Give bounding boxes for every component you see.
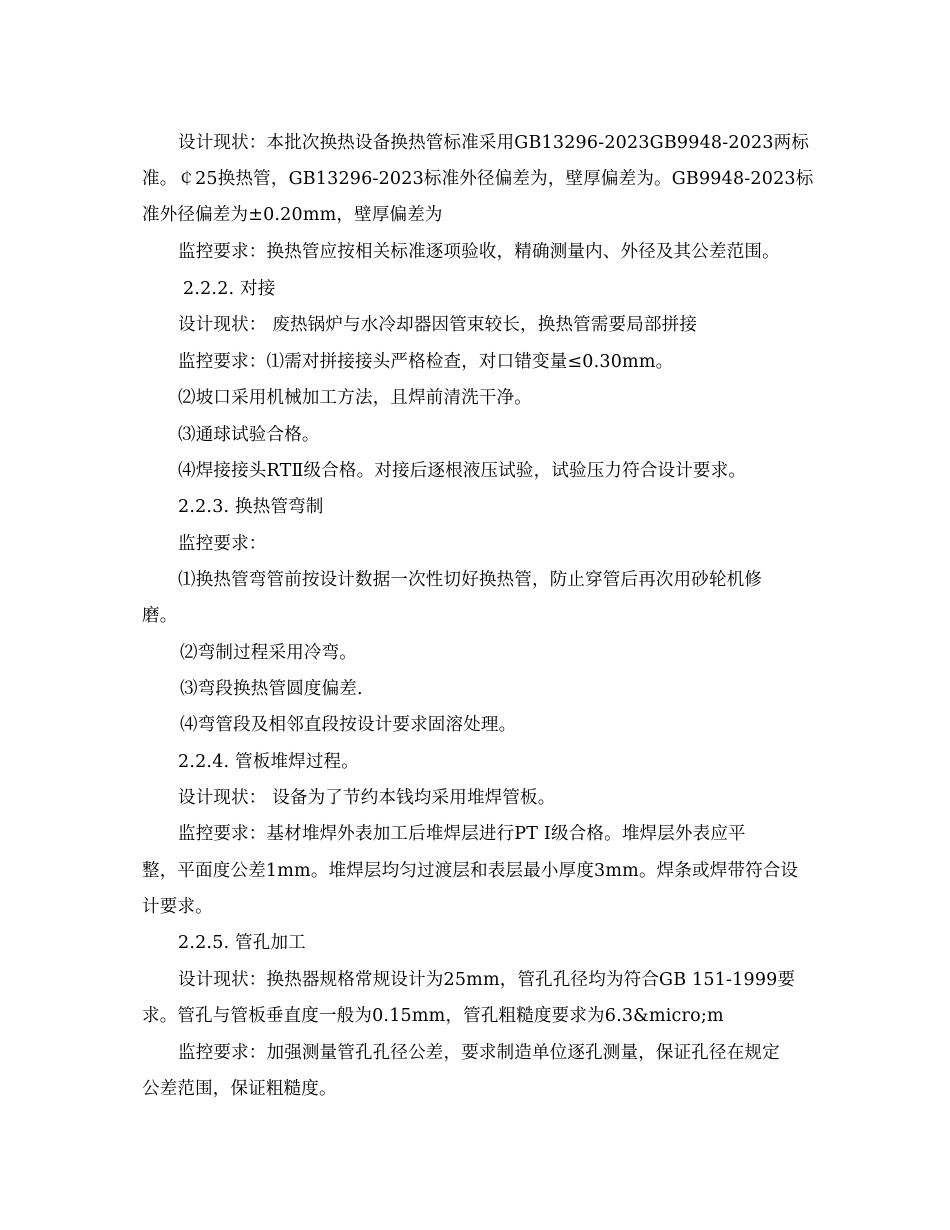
list-item: ⑵坡口采用机械加工方法，且焊前清洗干净。: [178, 388, 532, 408]
paragraph-line: 监控要求：: [178, 534, 267, 554]
list-item: ⑵弯制过程采用冷弯。: [180, 643, 357, 663]
paragraph-line: 准。￠25换热管，GB13296-2023标准外径偏差为，壁厚偏差为。GB9948-2023标: [142, 169, 814, 189]
paragraph-line: 设计现状： 设备为了节约本钱均采用堆焊管板。: [178, 788, 556, 808]
section-heading: 2.2.4. 管板堆焊过程。: [178, 752, 359, 772]
paragraph-line: 整，平面度公差1mm。堆焊层均匀过渡层和表层最小厚度3mm。焊条或焊带符合设: [142, 861, 799, 881]
paragraph-line: 磨。: [142, 606, 178, 626]
section-heading: 2.2.2. 对接: [183, 279, 276, 299]
paragraph-line: 监控要求：换热管应按相关标准逐项验收，精确测量内、外径及其公差范围。: [178, 242, 780, 262]
paragraph-line: 准外径偏差为±0.20mm，壁厚偏差为: [142, 205, 443, 225]
paragraph-line: 求。管孔与管板垂直度一般为0.15mm，管孔粗糙度要求为6.3&micro;m: [142, 1006, 724, 1026]
list-item: ⑷弯管段及相邻直段按设计要求固溶处理。: [180, 715, 517, 735]
section-heading: 2.2.3. 换热管弯制: [178, 497, 324, 517]
list-item: ⑶弯段换热管圆度偏差.: [180, 679, 363, 699]
paragraph-line: 公差范围，保证粗糙度。: [142, 1079, 337, 1099]
paragraph-line: 监控要求：加强测量管孔孔径公差，要求制造单位逐孔测量，保证孔径在规定: [178, 1043, 780, 1063]
paragraph-line: 设计现状： 废热锅炉与水冷却器因管束较长，换热管需要局部拼接: [178, 315, 698, 335]
paragraph-line: 监控要求：基材堆焊外表加工后堆焊层进行PT Ⅰ级合格。堆焊层外表应平: [178, 824, 746, 844]
section-heading: 2.2.5. 管孔加工: [178, 933, 306, 953]
paragraph-line: 设计现状：换热器规格常规设计为25mm，管孔孔径均为符合GB 151-1999要: [178, 970, 796, 990]
list-item: ⑶通球试验合格。: [178, 425, 320, 445]
paragraph-line: 设计现状：本批次换热设备换热管标准采用GB13296-2023GB9948-2023两标: [178, 133, 810, 153]
list-item: ⑴换热管弯管前按设计数据一次性切好换热管，防止穿管后再次用砂轮机修: [178, 570, 763, 590]
paragraph-line: 监控要求：⑴需对拼接接头严格检查，对口错变量≤0.30mm。: [178, 352, 674, 372]
list-item: ⑷焊接接头RTⅡ级合格。对接后逐根液压试验，试验压力符合设计要求。: [178, 461, 747, 481]
paragraph-line: 计要求。: [142, 897, 213, 917]
